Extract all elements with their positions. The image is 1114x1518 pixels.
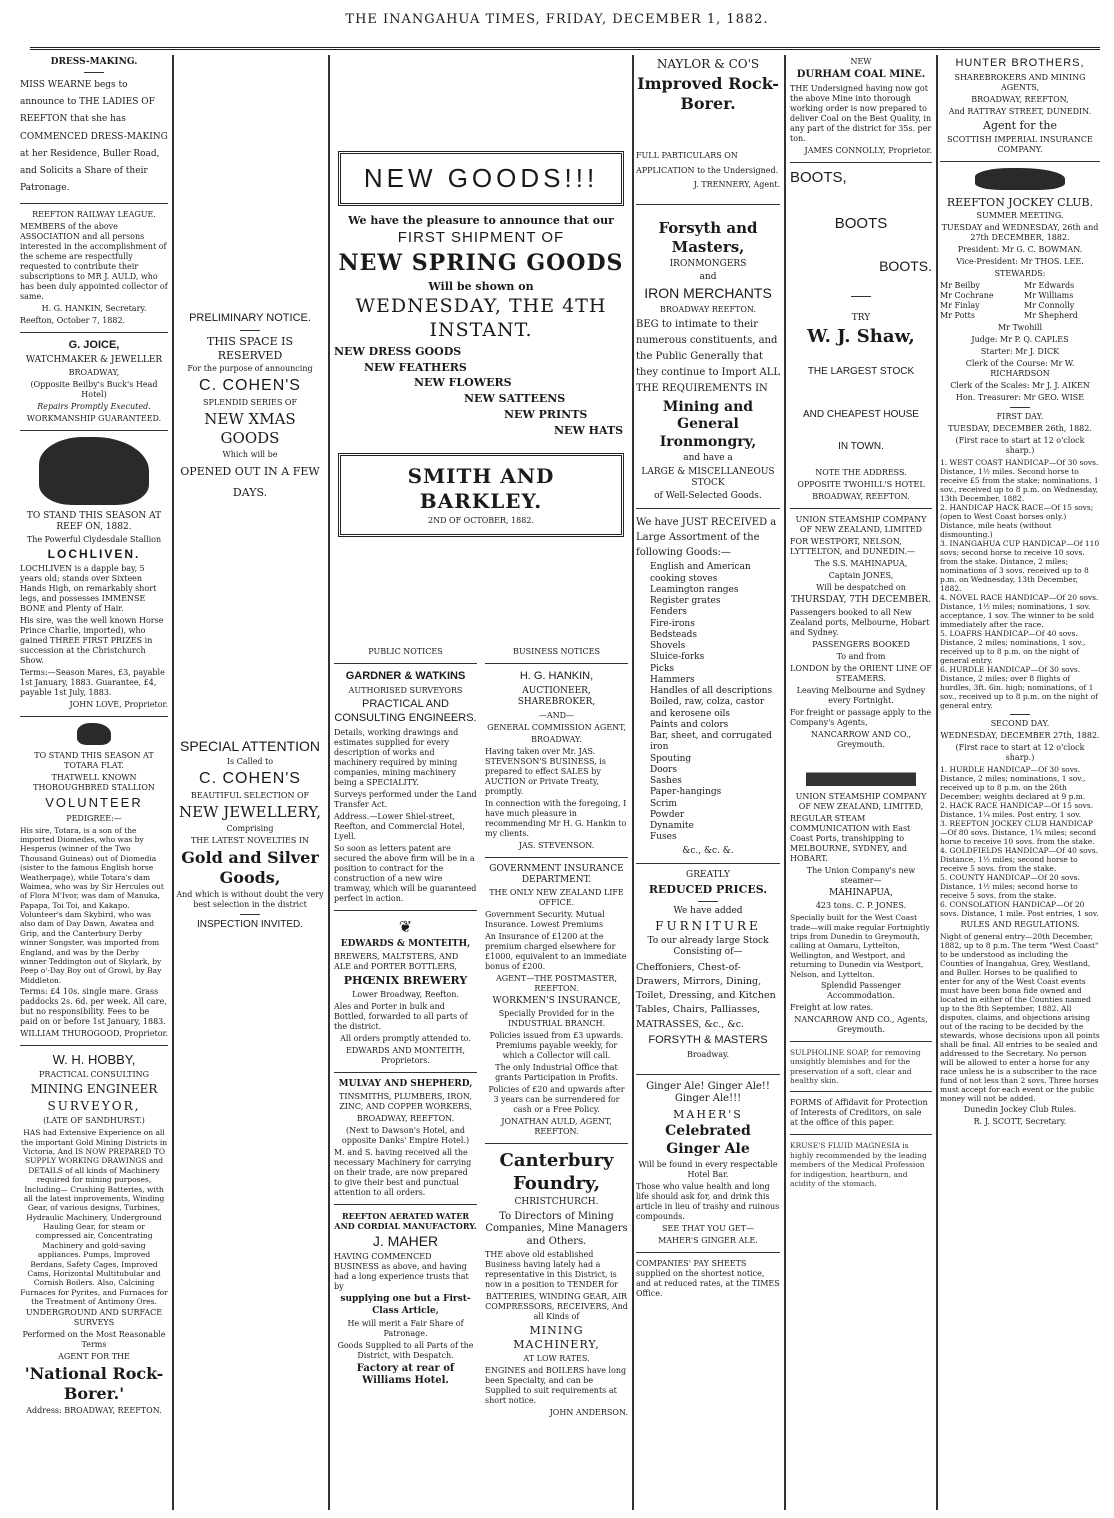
race-entry: 5. LOAFRS HANDICAP—Of 40 sovs. Distance, 2 miles; nominations, 1 sov., received up to 8 p.m. on the night of general entry. xyxy=(940,629,1086,666)
canterbury-to-directors: To Directors of Mining Companies, Mine Managers and Others. xyxy=(485,1210,628,1247)
workmens-insurance: WORKMEN'S INSURANCE, xyxy=(492,996,621,1006)
goods-list-item: Bedsteads xyxy=(650,629,698,640)
canterbury-low-rates: AT LOW RATES. xyxy=(523,1353,590,1363)
mulvay-next: (Next to Dawson's Hotel, and opposite Danks' Empire Hotel.) xyxy=(341,1125,470,1145)
forsyth-reduced-prices: REDUCED PRICES. xyxy=(648,883,768,897)
column-divider xyxy=(328,55,330,1510)
goods-list-item: Register grates xyxy=(650,596,721,607)
railway-title: REEFTON RAILWAY LEAGUE. xyxy=(32,209,156,219)
goods-item-prints: NEW PRINTS xyxy=(504,407,588,421)
cohen-name: C. COHEN'S xyxy=(199,377,301,395)
edwards-name: EDWARDS & MONTEITH, xyxy=(340,938,471,949)
rules-body: Night of general entry—20th December, 1882, up to 8 p.m. The term "West Coast" to be understood as including the Counties of Inangahua, Grey, Westland, and Buller. Horses to be qualified to enter for any of the West Coast events must have been bona fide owned and located in either of the Counties named up to the 8th September, 1882. All disputes, claims, and objections arising out of the racing to be decided by the stewards, whose decisions upon all points shall be final. All entries to be sealed and addressed to the Secretary. No person will be allowed to enter a horse for any race unless he is a subscriber to the race fund of not less than 2 sovs. Three horses must accept for each event or the public money will not be added. xyxy=(940,932,1100,1104)
smith-barkley: SMITH AND BARKLEY. xyxy=(407,464,555,514)
masthead: THE INANGAHUA TIMES, FRIDAY, DECEMBER 1, 1882. xyxy=(345,12,769,27)
volunteer-pedigree-label: PEDIGREE:— xyxy=(66,813,122,823)
hankin-address: BROADWAY. xyxy=(531,734,582,744)
goods-list-item: Hammers xyxy=(650,674,695,685)
hunter-name: HUNTER BROTHERS, xyxy=(955,57,1085,69)
goods-list-item: Paints and colors xyxy=(650,719,729,730)
shaw-broadway: BROADWAY, REEFTON. xyxy=(812,491,910,501)
cohen-opened: OPENED OUT IN A FEW DAYS. xyxy=(180,464,320,499)
goods-list-item: Boiled, raw, colza, castor and kerosene oils xyxy=(650,697,765,719)
hobby-body: HAS had Extensive Experience on all the important Gold Mining Districts in Victoria, And IS NOW PREPARED TO SUPPLY WORKING DRAWINGS and DETAILS of all kinds of Machinery required for mining purposes, Including— Crushing Batteries, with all the latest improvements, Winding Gear, of various designs, Turbines, Hydraulic Machinery, Underground Hauling Gear, for steam or compressed air, Concentrating Machinery and gold-saving appliances. Pumps, Improved Berdans, Safety Cages, Improved Cams, Horizontal Multitubular and Cornish Boilers. Also, Calcining Furnaces for Pyrites, and Furnaces for the Treatment of Antimony Ores. xyxy=(20,1128,168,1307)
union-to-from: To and from xyxy=(836,652,886,661)
shaw-in-town: IN TOWN. xyxy=(838,441,884,453)
maher-body: HAVING COMMENCED BUSINESS as above, and having had a long experience trusts that by xyxy=(334,1252,469,1292)
forsyth-mining-general: Mining and General Ironmongry, xyxy=(659,398,757,450)
cohen-inspection: INSPECTION INVITED. xyxy=(196,918,304,930)
steward: Mr Connolly xyxy=(1024,301,1075,311)
gardner-body: Details, working drawings and estimates supplied for every description of works and machinery required by mining companies, mining machinery being a SPECIALITY. xyxy=(334,727,459,787)
aerated-water-title: REEFTON AERATED WATER AND CORDIAL MANUFACTORY. xyxy=(334,1210,477,1231)
hankin-name: H. G. HANKIN, xyxy=(519,670,594,683)
forsyth-furniture: FURNITURE xyxy=(655,919,761,934)
goods-list-item: Bar, sheet, and corrugated iron xyxy=(650,731,772,753)
hobby-agent: AGENT FOR THE xyxy=(58,1352,130,1362)
government-only-office: THE ONLY NEW ZEALAND LIFE OFFICE. xyxy=(489,888,624,907)
cohen-special-attention: SPECIAL ATTENTION xyxy=(179,737,321,754)
forsyth-to-our: To our already large Stock Consisting of— xyxy=(647,936,769,958)
canterbury-mining-machinery: MINING MACHINERY, xyxy=(513,1324,600,1351)
goods-item-feathers: NEW FEATHERS xyxy=(364,360,467,374)
railway-date: Reefton, October 7, 1882. xyxy=(20,315,126,325)
edwards-address: Lower Broadway, Reefton. xyxy=(352,989,459,999)
union-agents: NANCARROW AND CO., Greymouth. xyxy=(810,730,912,749)
new-goods-shown-on: Will be shown on xyxy=(428,279,534,293)
stallion-sire: His sire, was the well known Horse Prince Charlie, imported), who gained THREE FIRST PRIZES in succession at the Christchurch Show. xyxy=(20,616,164,666)
jockey-judge: Judge: Mr P. Q. CAPLES xyxy=(971,335,1069,345)
union-agents-2: NANCARROW AND CO., Agents, Greymouth. xyxy=(794,1014,928,1034)
cohen-latest: THE LATEST NOVELTIES IN xyxy=(190,835,310,845)
first-day-label: FIRST DAY. xyxy=(996,412,1044,422)
column-divider xyxy=(172,55,174,1510)
crest-icon: ❦ xyxy=(398,916,413,936)
race-entry: 6. HURDLE HANDICAP—Of 30 sovs. Distance, 2 miles; over 8 flights of hurdles, 3ft. 6in. high; nominations, of 1 sov., received up to 8 p.m. on the night of general entry. xyxy=(940,665,1098,711)
race-entry: 1. WEST COAST HANDICAP—Of 30 sovs. Distance, 1½ miles. Second horse to receive £5 from the stake; nominations, 1 sov., received up to 8 p.m. on Wednesday, 13th December, 1882. xyxy=(940,458,1099,504)
cohen-space-reserved: THIS SPACE IS RESERVED xyxy=(206,334,293,362)
steward: Mr Beilby xyxy=(940,281,980,291)
goods-list-item: Spouting xyxy=(650,753,692,764)
goods-item-hats: NEW HATS xyxy=(554,423,624,437)
goods-list-item: Scrim xyxy=(650,798,677,809)
union-despatched: Will be despatched on xyxy=(816,582,906,592)
race-entry: 4. NOVEL RACE HANDICAP—Of 20 sovs. Distance, 1½ miles; nominations, 1 sov. acceptance, 1 sov. The winner to be sold immediately after the race. xyxy=(940,593,1099,630)
union-new-steamer: The Union Company's new steamer— xyxy=(806,866,916,885)
stallion-subtitle: The Powerful Clydesdale Stallion xyxy=(26,535,162,545)
cohen-beautiful: BEAUTIFUL SELECTION OF xyxy=(190,791,310,801)
shaw-opposite: OPPOSITE TWOHILL'S HOTEL xyxy=(797,479,925,489)
sulpholine-notice: SULPHOLINE SOAP, for removing unsightly blemishes and for the preservation of a soft, clear and healthy skin. xyxy=(790,1047,921,1085)
goods-list-item: Sluice-forks xyxy=(650,652,705,663)
goods-list-item: Leamington ranges xyxy=(650,584,739,595)
hobby-mining-engineer: MINING ENGINEER xyxy=(30,1082,158,1097)
union-splendid: Splendid Passenger Accommodation. xyxy=(821,980,901,1000)
hobby-performed: Performed on the Most Reasonable Terms xyxy=(22,1330,166,1350)
cohen-best-selection: And which is without doubt the very best selection in the district xyxy=(176,889,324,909)
ginger-those: Those who value health and long life should ask for, and drink this article in lieu of trashy and ruinous compounds. xyxy=(636,1182,780,1222)
second-day-date: WEDNESDAY, DECEMBER 27th, 1882. xyxy=(940,731,1100,741)
race-entry: 2. HANDICAP HACK RACE—Of 15 sovs; (open to West Coast horses only.) Distance, mile heats (without dismounting.) xyxy=(940,503,1094,540)
forsyth-just-received: We have JUST RECEIVED a Large Assortment of the following Goods:— xyxy=(636,517,777,559)
cohen-purpose: For the purpose of announcing xyxy=(187,364,313,374)
shaw-largest-stock: THE LARGEST STOCK xyxy=(807,366,915,378)
jockey-clerk-scales: Clerk of the Scales: Mr J. J. AIKEN xyxy=(950,381,1090,391)
hankin-body: Having taken over Mr. JAS. STEVENSON'S BUSINESS, is prepared to effect SALES by AUCTION or Private Treaty, promptly. xyxy=(485,746,606,796)
column-3 xyxy=(334,55,628,1510)
edwards-body: Ales and Porter in bulk and Bottled, forwarded to all parts of the district. xyxy=(334,1001,468,1031)
shaw-cheapest: AND CHEAPEST HOUSE xyxy=(803,408,919,420)
goods-list-item: Picks xyxy=(650,663,675,674)
workmens-policies: Policies of £20 and upwards after 3 years can be surrendered for cash or a Free Policy. xyxy=(488,1085,625,1115)
race-entry: 5. COUNTY HANDICAP—Of 20 sovs. Distance, 1½ miles; second horse to receive 5 sovs. from the stake. xyxy=(940,873,1080,901)
workmens-only: The only Industrial Office that grants Participation in Profits. xyxy=(495,1063,618,1083)
racehorses-illustration xyxy=(975,168,1065,190)
union-captain: Captain JONES, xyxy=(828,570,894,580)
union-title: UNION STEAMSHIP COMPANY OF NEW ZEALAND, LIMITED xyxy=(795,514,927,534)
durham-new: NEW xyxy=(850,57,872,66)
government-security: Government Security. Mutual Insurance. Lowest Premiums xyxy=(485,910,605,929)
union-booked: PASSENGERS BOOKED xyxy=(812,640,910,649)
public-notices-column xyxy=(334,645,477,1419)
goods-list-item: Fenders xyxy=(650,607,687,618)
cohen-jewellery: NEW JEWELLERY, xyxy=(178,803,322,822)
column-1 xyxy=(20,55,168,1510)
stallion-terms: Terms:—Season Mares, £3, payable 1st January, 1883. Guarantee, £4, payable 1st July, 1883. xyxy=(20,668,165,698)
public-notices-header: PUBLIC NOTICES xyxy=(368,647,443,657)
railway-signature: H. G. HANKIN, Secretary. xyxy=(41,303,147,313)
union-freight: For freight or passage apply to the Company's Agents, xyxy=(790,708,932,727)
union-ship: The S.S. MAHINAPUA, xyxy=(814,558,908,568)
rules-secretary: R. J. SCOTT, Secretary. xyxy=(973,1117,1067,1127)
boots-1: BOOTS, xyxy=(790,168,847,186)
volunteer-heading: TO STAND THIS SEASON AT TOTARA FLAT. xyxy=(34,751,154,771)
forsyth-masters-name: Forsyth and Masters, xyxy=(658,219,758,257)
forsyth-iron-merchants: IRON MERCHANTS xyxy=(644,285,772,302)
shaw-note-address: NOTE THE ADDRESS. xyxy=(815,467,907,477)
gardner-soon: So soon as letters patent are secured the above firm will be in a position to contract for the construction of a new wire tramway, which will be guaranteed perfect in action. xyxy=(334,843,477,903)
pay-sheets-notice: COMPANIES' PAY SHEETS supplied on the shortest notice, and at reduced rates, at the TIMES Office. xyxy=(636,1259,780,1299)
joice-name: G. JOICE, xyxy=(68,338,120,351)
smith-barkley-date: 2ND OF OCTOBER, 1882. xyxy=(427,516,534,526)
jockey-president: President: Mr G. C. BOWMAN. xyxy=(957,245,1083,255)
cohen-xmas-goods: NEW XMAS GOODS xyxy=(204,410,296,447)
government-body: An Insurance of £1200 at the premium charged elsewhere for £1000, equivalent to an immediate bonus of £200. xyxy=(485,932,627,971)
gardner-name: GARDNER & WATKINS xyxy=(345,670,466,683)
race-entry: 1. HURDLE HANDICAP—Of 30 sovs. Distance, 2 miles; nominations, 1 sov., received up to 8 p.m. on the 26th December; weights declared at 9 p.m. xyxy=(940,765,1086,802)
joice-address: BROADWAY, xyxy=(68,367,120,377)
goods-list-item: Powder xyxy=(650,809,685,820)
forsyth-ironmongers: IRONMONGERS xyxy=(669,258,747,269)
forsyth-large-stock: LARGE & MISCELLANEOUS STOCK xyxy=(641,466,775,488)
gardner-trade: PRACTICAL AND CONSULTING ENGINEERS. xyxy=(334,698,477,724)
cohen-preliminary-notice: PRELIMINARY NOTICE. xyxy=(189,312,311,324)
jockey-club-title: REEFTON JOCKEY CLUB. xyxy=(946,195,1094,209)
race-entry: 3. REEFTON JOCKEY CLUB HANDICAP—Of 80 sovs. Distance, 1¾ miles; second horse to receive 10 sovs. from the stake. xyxy=(940,819,1097,847)
dressmaking-title: DRESS-MAKING. xyxy=(50,57,138,67)
edwards-signature: EDWARDS AND MONTEITH, Proprietors. xyxy=(346,1045,465,1065)
canterbury-foundry: Canterbury Foundry, xyxy=(499,1150,614,1194)
new-goods-pleasure: We have the pleasure to announce that our xyxy=(348,213,614,227)
steward: Mr Cochrane xyxy=(940,291,994,301)
gardner-authorised: AUTHORISED SURVEYORS xyxy=(348,686,463,695)
workmens-signature: JONATHAN AULD, AGENT, REEFTON. xyxy=(501,1117,612,1137)
canterbury-christchurch: CHRISTCHURCH. xyxy=(514,1197,599,1208)
volunteer-body: His sire, Totara, is a son of the imported Diomedes, who was by Hesperus (winner of the Two Thousand Guineas) out of Diomedia (sister to the famous English horse Weatherpage), while Totara's dam Waimea, who was by Sir Hercules out of Flora M'Ivor, was dam of Manuka, Papapa, Toi Toi, and Kakapo. Volunteer's dam Skybird, who was also dam of Day Dawn, Awatea and Grip, and the Canterbury Derby winner Songster, was imported from England, and was by the Derby winner Teddington out of Skylark, by Peep o'-Day Boy out of Growl, by Bay Middleton. xyxy=(20,825,164,985)
union-leaving: Leaving Melbourne and Sydney every Fortnight. xyxy=(796,686,926,705)
union-title-2: UNION STEAMSHIP COMPANY OF NEW ZEALAND, LIMITED, xyxy=(795,792,927,811)
race-entry: 6. CONSOLATION HANDICAP—Of 20 sovs. Distance, 1 mile. Post entries, 1 sov. xyxy=(940,900,1099,919)
goods-list-item: Fire-irons xyxy=(650,618,695,629)
forsyth-beg: BEG to intimate to their numerous constituents, and the Public Generally that they continue to Import ALL THE REQUIREMENTS IN xyxy=(636,318,780,394)
ginger-signature: MAHER'S GINGER ALE. xyxy=(658,1236,758,1246)
government-insurance-title: GOVERNMENT INSURANCE DEPARTMENT. xyxy=(489,863,624,885)
goods-item-satteens: NEW SATTEENS xyxy=(464,392,566,405)
volunteer-signature: WILLIAM THUROGOOD, Proprietor. xyxy=(20,1029,168,1039)
race-entry: 2. HACK RACE HANDICAP—Of 15 sovs. Distance, 1¼ miles. Post entry, 1 sov. xyxy=(940,801,1094,820)
forsyth-signature: FORSYTH & MASTERS xyxy=(648,1033,768,1046)
column-divider xyxy=(784,55,786,1510)
workmens-body: Policies issued from £3 upwards. Premiums payable weekly, for which a Collector will call. xyxy=(489,1031,624,1061)
union-mahinapua-2: MAHINAPUA, xyxy=(828,888,894,898)
cohen-called: Is Called to xyxy=(226,757,274,767)
hunter-rattray: And RATTRAY STREET, DUNEDIN. xyxy=(948,106,1092,116)
boots-2: BOOTS xyxy=(834,215,888,233)
new-goods-first-shipment: FIRST SHIPMENT OF xyxy=(397,229,565,247)
volunteer-name: VOLUNTEER xyxy=(45,795,143,811)
jockey-vice-president: Vice-President: Mr THOS. LEE. xyxy=(956,257,1084,267)
ginger-mahers: MAHER'S xyxy=(673,1107,743,1121)
second-day-start: (First race to start at 12 o'clock sharp.) xyxy=(955,743,1085,763)
naylor-particulars: FULL PARTICULARS ON APPLICATION to the Undersigned. xyxy=(636,151,779,176)
goods-list-item: Paper-hangings xyxy=(650,787,722,798)
hobby-address: Address: BROADWAY, REEFTON. xyxy=(26,1406,162,1416)
kruse-magnesia-notice: KRUSE'S FLUID MAGNESIA is highly recommended by the leading members of the Medical Profession for indigestion, heartburn, and acidity of the stomach. xyxy=(790,1141,927,1188)
phoenix-brewery: PHŒNIX BREWERY xyxy=(343,973,468,987)
second-day-races xyxy=(940,765,1100,918)
railway-body: MEMBERS of the above ASSOCIATION and all persons interested in the accomplishment of the scheme are respectfully requested to contribute their subscriptions to MR J. AULD, who has been duly appointed collector of same. xyxy=(20,221,168,301)
dressmaking-body: MISS WEARNE begs to announce to THE LADIES OF REEFTON that she has COMMENCED DRESS-MAKING at her Residence, Buller Road, and Solicits a Share of their Patronage. xyxy=(20,80,168,193)
jockey-summer-meeting: SUMMER MEETING. xyxy=(976,211,1064,221)
canterbury-body: THE above old established Business having lately had a representative in this District, is now in a position to TENDER for xyxy=(485,1250,618,1289)
jockey-starter: Starter: Mr J. DICK xyxy=(980,347,1060,357)
steward: Mr Edwards xyxy=(1024,281,1075,291)
joice-repairs: Repairs Promptly Executed. xyxy=(37,401,151,411)
hobby-surveyor: SURVEYOR, xyxy=(47,1099,141,1114)
hunter-scottish: SCOTTISH IMPERIAL INSURANCE COMPANY. xyxy=(947,134,1093,154)
forsyth-goods-list xyxy=(636,562,780,843)
steward: Mr Potts xyxy=(940,311,975,321)
new-goods-wednesday: WEDNESDAY, THE 4TH INSTANT. xyxy=(355,295,607,341)
smith-barkley-banner xyxy=(338,453,624,537)
union-thursday: THURSDAY, 7TH DECEMBER. xyxy=(791,594,931,605)
cohen-splendid: SPLENDID SERIES OF xyxy=(202,398,298,408)
hobby-late: (LATE OF SANDHURST.) xyxy=(43,1116,145,1126)
forsyth-broadway: BROADWAY REEFTON. xyxy=(660,304,756,314)
forsyth-furniture-list: Cheffoniers, Chest-of-Drawers, Mirrors, Dining, Toilet, Dressing, and Kitchen Tables, Chairs, Palliasses, MATRASSES, &c., &c. xyxy=(636,961,776,1030)
hankin-signature: JAS. STEVENSON. xyxy=(518,840,595,850)
union-freight-low: Freight at low rates. xyxy=(790,1002,874,1012)
maher-merit: He will merit a Fair Share of Patronage. xyxy=(347,1318,464,1338)
union-regular: REGULAR STEAM COMMUNICATION with East Coast Ports, transhipping to MELBOURNE, SYDNEY, and HOBART. xyxy=(790,814,911,863)
mulvay-name: MULVAY AND SHEPHERD, xyxy=(338,1078,473,1089)
column-divider xyxy=(936,55,938,1510)
union-london: LONDON by the ORIENT LINE OF STEAMERS. xyxy=(790,664,932,683)
volunteer-terms: Terms: £4 10s. single mare. Grass paddocks 2s. 6d. per week. All care, but no responsibility. Fees to be paid on or before 1st January, 1883. xyxy=(20,987,167,1027)
jockey-dates: TUESDAY and WEDNESDAY, 26th and 27th DECEMBER, 1882. xyxy=(941,223,1099,243)
column-2 xyxy=(176,55,324,1510)
column-5 xyxy=(790,55,932,1510)
business-notices-column xyxy=(485,645,628,1419)
hobby-trade: PRACTICAL CONSULTING xyxy=(38,1070,149,1080)
goods-list-item: English and American cooking stoves xyxy=(650,562,751,584)
forsyth-added: We have added xyxy=(673,905,743,916)
hankin-trade: AUCTIONEER, SHAREBROKER, xyxy=(517,686,596,708)
naylor-agent: J. TRENNERY, Agent. xyxy=(693,180,780,190)
second-day-label: SECOND DAY. xyxy=(990,719,1050,729)
jockey-clerk-course: Clerk of the Course: Mr W. RICHARDSON xyxy=(965,359,1075,379)
maher-factory: Factory at rear of Williams Hotel. xyxy=(356,1362,455,1387)
race-entry: 4. GOLDFIELDS HANDICAP—Of 40 sovs. Distance, 1½ miles; second horse to receive 5 sovs. from the stake. xyxy=(940,846,1099,874)
steamship-illustration xyxy=(806,756,916,786)
forsyth-signature-broadway: Broadway. xyxy=(686,1049,730,1059)
goods-list-item: Doors xyxy=(650,764,677,775)
new-goods-title: NEW GOODS!!! xyxy=(363,163,599,193)
mulvay-body: M. and S. having received all the necessary Machinery for carrying on their trade, are now prepared to give their best and punctual attention to all orders. xyxy=(334,1147,472,1197)
cohen-which: Which will be xyxy=(222,449,278,459)
column-divider xyxy=(632,55,634,1510)
union-specially: Specially built for the West Coast trade—will make regular Fortnightly trips from Dunedin to Greymouth, calling at Oamaru, Lyttelton, Wellington, and Westport, and returning to Dunedin via Westport, Nelson, and Lyttelton. xyxy=(790,913,930,979)
column-6 xyxy=(940,55,1100,1510)
durham-title: DURHAM COAL MINE. xyxy=(796,69,926,80)
maher-supplying: supplying one but a First-Class Article, xyxy=(340,1294,471,1316)
goods-item-flowers: NEW FLOWERS xyxy=(414,376,512,390)
business-notices-header: BUSINESS NOTICES xyxy=(513,647,600,657)
cohen-gold-silver: Gold and Silver Goods, xyxy=(181,847,319,887)
jockey-stewards-label: STEWARDS: xyxy=(994,269,1046,279)
gardner-surveys: Surveys performed under the Land Transfer Act. xyxy=(334,789,477,809)
cohen-comprising: Comprising xyxy=(226,823,274,833)
hobby-rock-borer: 'National Rock-Borer.' xyxy=(24,1364,164,1404)
workmens-sub: Specially Provided for in the INDUSTRIAL BRANCH. xyxy=(498,1009,615,1029)
union-tons: 423 tons. C. P. JONES. xyxy=(815,901,907,911)
mulvay-address: BROADWAY, REEFTON. xyxy=(356,1113,455,1123)
government-agent: AGENT—THE POSTMASTER, REEFTON. xyxy=(496,974,617,993)
ginger-celebrated: Celebrated Ginger Ale xyxy=(665,1123,751,1157)
canterbury-signature: JOHN ANDERSON. xyxy=(549,1407,628,1417)
volunteer-subtitle: THATWELL KNOWN THOROUGHBRED STALLION xyxy=(33,773,155,793)
shaw-try: TRY xyxy=(851,312,871,323)
ginger-see: SEE THAT YOU GET— xyxy=(662,1224,754,1234)
shaw-name: W. J. Shaw, xyxy=(807,325,915,347)
joice-trade: WATCHMAKER & JEWELLER xyxy=(25,354,163,365)
goods-list-item: Handles of all descriptions xyxy=(650,686,773,697)
forsyth-greatly: GREATLY xyxy=(686,869,730,880)
goods-list-item: Dynamite xyxy=(650,821,694,832)
rules-dunedin: Dunedin Jockey Club Rules. xyxy=(963,1105,1077,1115)
race-entry: 3. INANGAHUA CUP HANDICAP—Of 110 sovs; second horse to receive 10 sovs. from the stake. Distance, 2 miles; nominations of 3 sovs. received up to 8 p.m. on Wednesday, 13th December, 1882. xyxy=(940,539,1100,594)
boots-3: BOOTS. xyxy=(879,258,932,274)
naylor-name: NAYLOR & CO'S xyxy=(656,57,760,71)
naylor-rock-borer: Improved Rock-Borer. xyxy=(637,74,779,113)
steward: Mr Shepherd xyxy=(1024,311,1078,321)
union-for: FOR WESTPORT, NELSON, LYTTELTON, and DUNEDIN.— xyxy=(790,536,916,556)
mulvay-trade: TINSMITHS, PLUMBERS, IRON, ZINC, AND COPPER WORKERS, xyxy=(339,1091,472,1111)
stallion-signature: JOHN LOVE, Proprietor. xyxy=(69,700,168,710)
stallion-body: LOCHLIVEN is a dapple bay, 5 years old; stands over Sixteen Hands High, on remarkably short legs, and possesses IMMENSE BONE and Plenty of Hair. xyxy=(20,564,157,614)
first-day-date: TUESDAY, DECEMBER 26th, 1882. xyxy=(948,424,1092,434)
canterbury-engines: ENGINES and BOILERS have long been Specialty, and can be Supplied to suit requirements at short notice. xyxy=(485,1365,627,1405)
goods-list-item: Sashes xyxy=(650,776,682,787)
ginger-found: Will be found in every respectable Hotel Bar. xyxy=(638,1160,778,1180)
hunter-agent: Agent for the xyxy=(983,118,1057,132)
ginger-ale-heading: Ginger Ale! Ginger Ale!! Ginger Ale!!! xyxy=(646,1080,770,1105)
edwards-orders: All orders promptly attended to. xyxy=(340,1033,471,1043)
hobby-underground: UNDERGROUND AND SURFACE SURVEYS xyxy=(25,1308,163,1328)
stallion-name: LOCHLIVEN. xyxy=(47,547,141,562)
hunter-sharebrokers: SHAREBROKERS AND MINING AGENTS, xyxy=(954,72,1086,92)
new-goods-banner xyxy=(338,151,624,206)
first-day-races xyxy=(940,458,1100,710)
union-passengers: Passengers booked to all New Zealand ports, Melbourne, Hobart and Sydney. xyxy=(790,608,930,637)
column-4 xyxy=(636,55,780,1510)
durham-body: THE Undersigned having now got the above Mine into thorough working order is now prepared to deliver Coal on the Best Quality, in any part of the district for 35s. per ton. xyxy=(790,83,932,143)
hankin-and: —AND— xyxy=(538,710,575,720)
durham-signature: JAMES CONNOLLY, Proprietor. xyxy=(804,145,932,155)
joice-guarantee: WORKMANSHIP GUARANTEED. xyxy=(26,413,162,423)
forsyth-have-a: and have a xyxy=(683,453,733,464)
cohen-name-2: C. COHEN'S xyxy=(199,770,301,788)
maher-goods: Goods Supplied to all Parts of the District, with Despatch. xyxy=(337,1340,474,1360)
forms-notice: FORMS of Affidavit for Protection of Interests of Creditors, on sale at the office of this paper. xyxy=(790,1098,928,1128)
gardner-address: Address.—Lower Shiel-street, Reefton, and Commercial Hotel, Lyell. xyxy=(334,811,465,841)
steward: Mr Finlay xyxy=(940,301,980,311)
racehorse-illustration xyxy=(77,723,111,745)
edwards-trade: BREWERS, MALTSTERS, AND ALE and PORTER BOTTLERS, xyxy=(334,951,459,971)
goods-item-dress: NEW DRESS GOODS xyxy=(334,344,462,358)
forsyth-etc: &c., &c. &. xyxy=(682,845,734,856)
hankin-general: GENERAL COMMISSION AGENT, xyxy=(487,722,626,732)
joice-opposite: (Opposite Beilby's Buck's Head Hotel) xyxy=(30,379,158,399)
maher-name: J. MAHER xyxy=(372,1232,439,1249)
canterbury-list: BATTERIES, WINDING GEAR, AIR COMPRESSORS, RECEIVERS, And all Kinds of xyxy=(485,1292,628,1321)
clydesdale-horse-illustration xyxy=(39,437,149,505)
masthead-rule xyxy=(30,47,1100,50)
steward: Mr Williams xyxy=(1024,291,1074,301)
stewards-right xyxy=(1024,281,1100,321)
new-spring-goods: NEW SPRING GOODS xyxy=(338,250,624,276)
stewards-left xyxy=(940,281,1016,321)
forsyth-well-selected: of Well-Selected Goods. xyxy=(654,491,762,502)
forsyth-and: and xyxy=(699,272,717,283)
hankin-connection: In connection with the foregoing, I have much pleasure in recommending Mr H. G. Hankin to my clients. xyxy=(485,798,627,838)
goods-list-item: Shovels xyxy=(650,641,686,652)
rules-title: RULES AND REGULATIONS. xyxy=(960,920,1080,930)
first-day-start: (First race to start at 12 o'clock sharp.) xyxy=(955,436,1085,456)
stallion-heading: TO STAND THIS SEASON AT REEF ON, 1882. xyxy=(26,510,162,533)
jockey-twohill: Mr Twohill xyxy=(997,323,1043,333)
hunter-address: BROADWAY, REEFTON, xyxy=(971,94,1069,104)
jockey-treasurer: Hon. Treasurer: Mr GEO. WISE xyxy=(955,393,1085,403)
hobby-name: W. H. HOBBY, xyxy=(52,1052,136,1068)
goods-list-item: Fuses xyxy=(650,832,677,843)
